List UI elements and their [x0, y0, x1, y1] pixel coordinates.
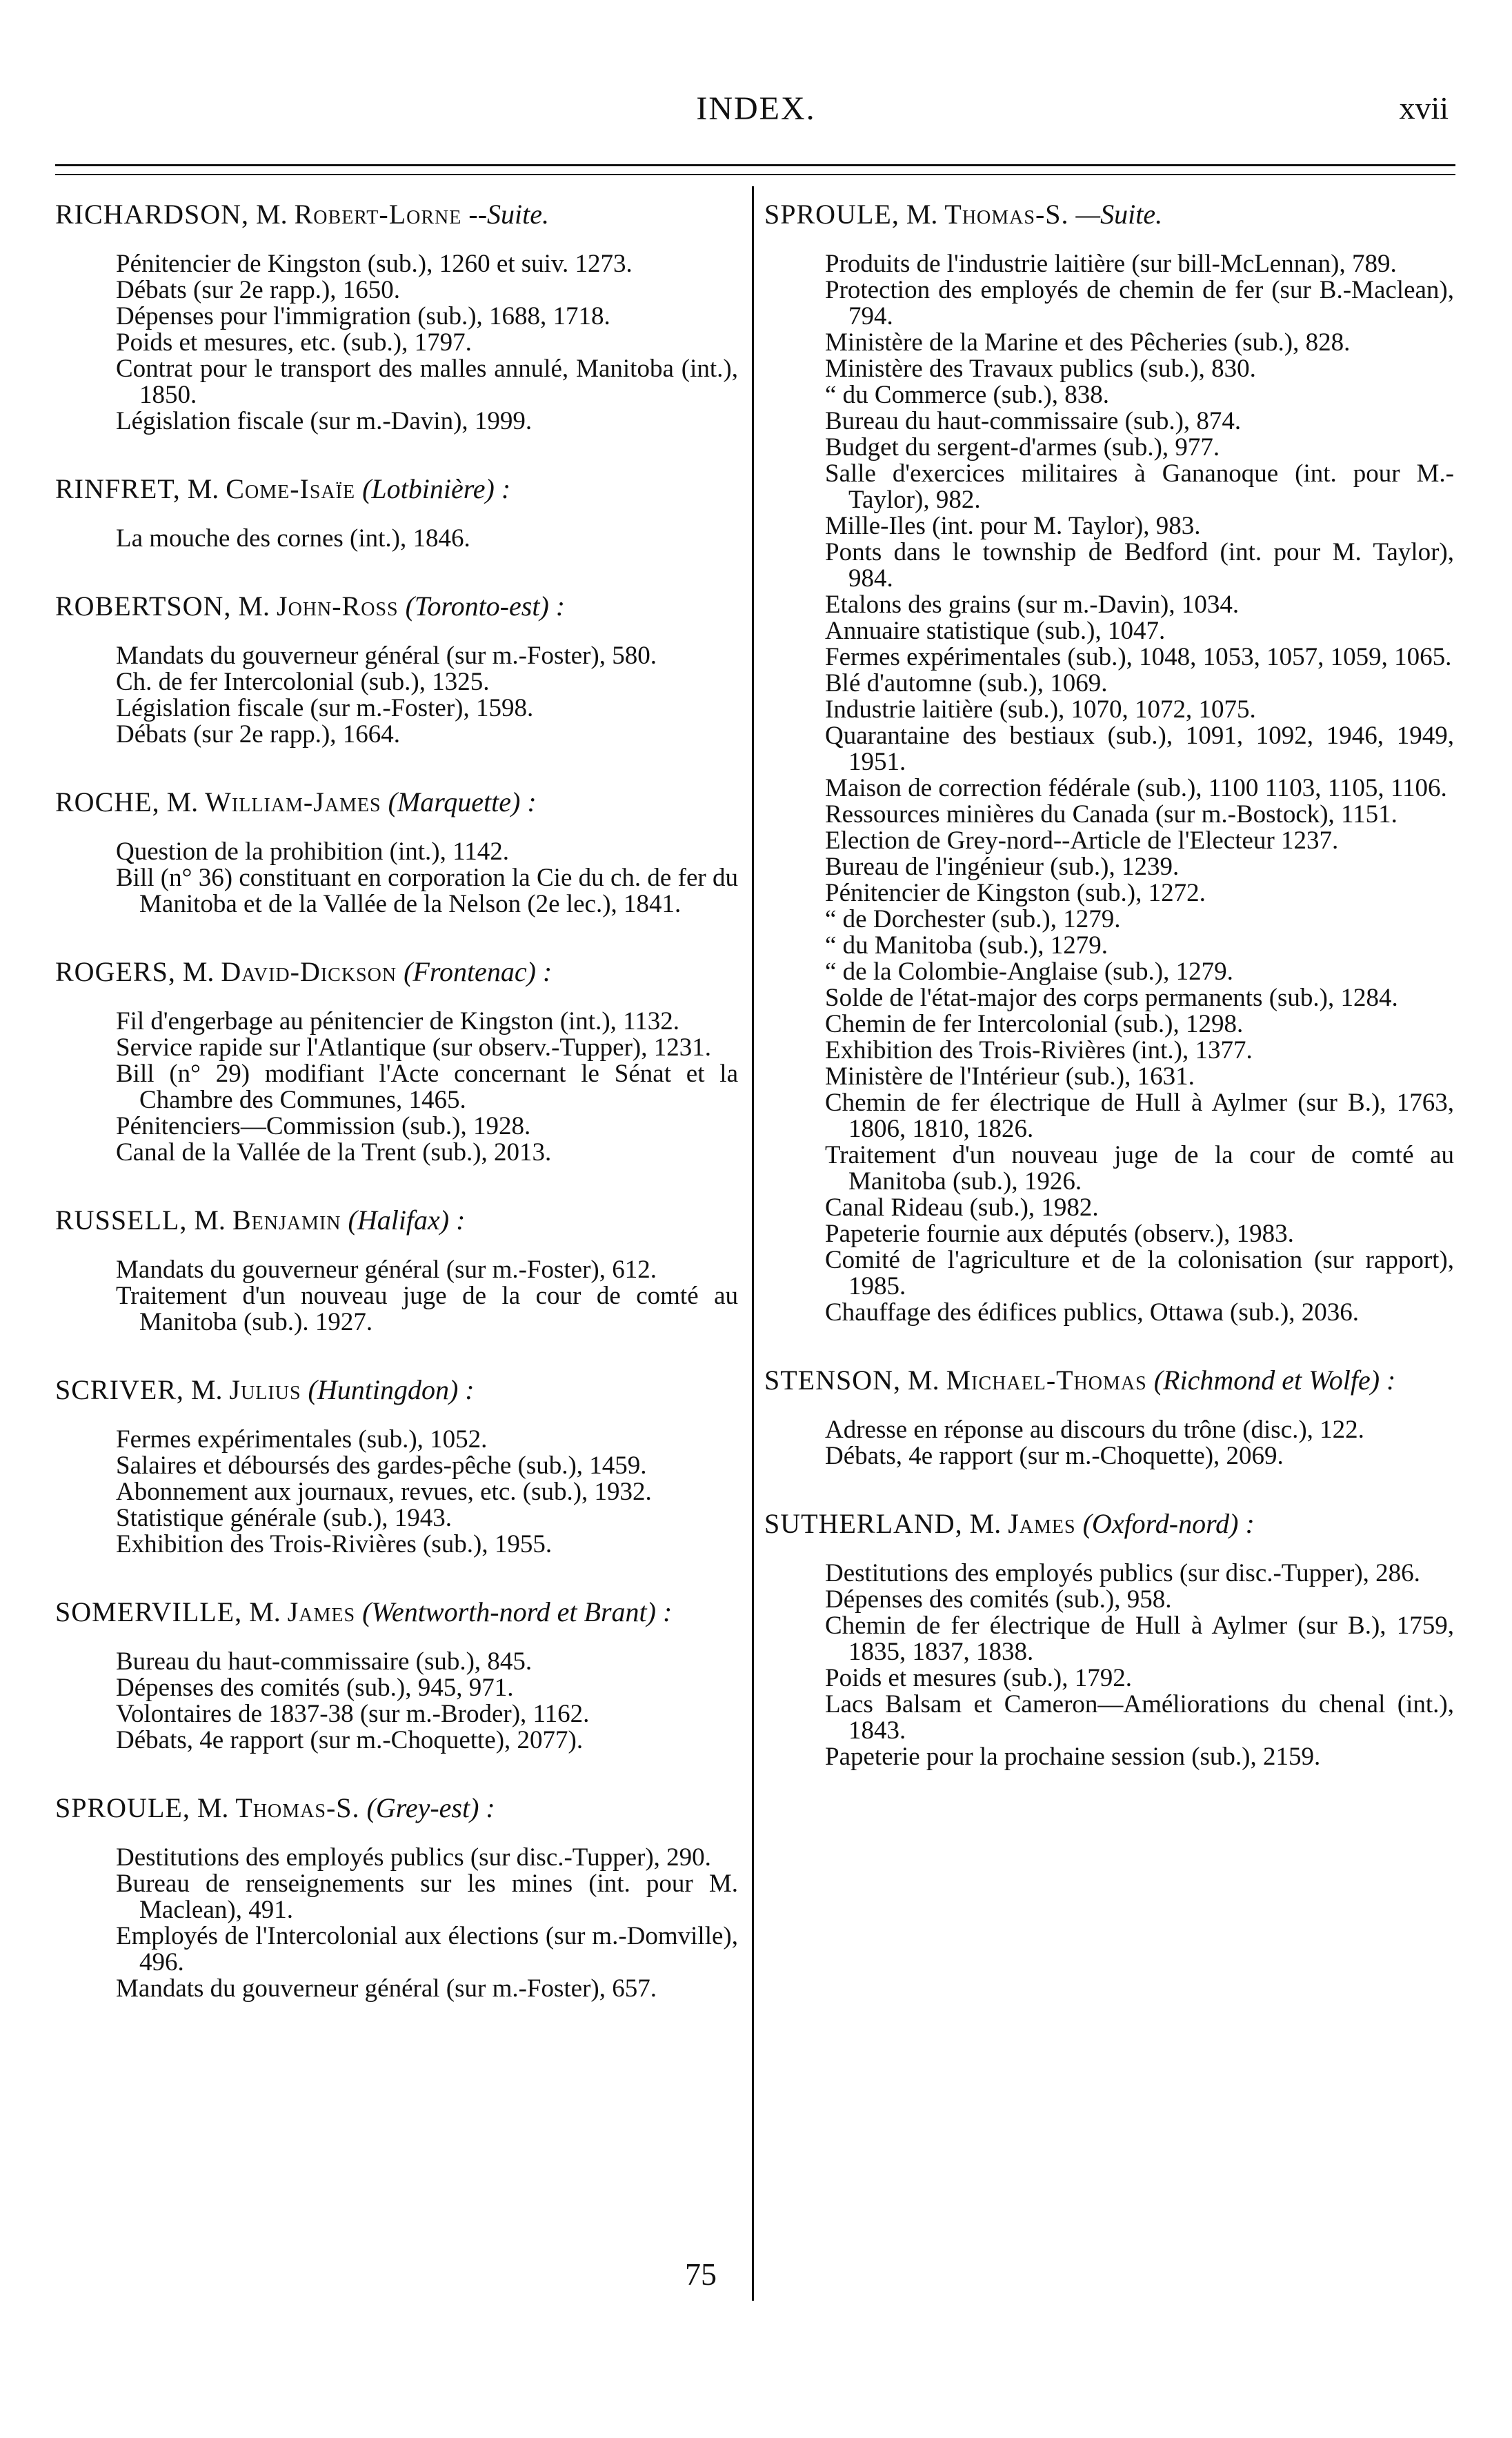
index-entry: [55, 473, 738, 552]
member-title: M.: [256, 199, 288, 230]
index-item: Protection des employés de chemin de fer (sur B.-Maclean), 794.: [825, 276, 1454, 330]
entry-items: [55, 1845, 738, 2002]
index-item: Poids et mesures, etc. (sub.), 1797.: [116, 328, 472, 357]
member-title: M.: [182, 956, 215, 987]
index-item: Pénitencier de Kingston (sub.), 1272.: [825, 879, 1206, 907]
entry-items: [55, 1009, 738, 1166]
member-surname: RICHARDSON,: [55, 199, 250, 230]
member-title: M.: [969, 1508, 1002, 1539]
index-item: Ressources minières du Canada (sur m.-Bostock), 1151.: [825, 800, 1397, 829]
page-title: INDEX.: [696, 90, 816, 127]
index-item: Blé d'automne (sub.), 1069.: [825, 669, 1108, 697]
running-header: [0, 90, 1512, 138]
member-riding: (Lotbinière) :: [362, 473, 511, 504]
entry-items: [55, 643, 738, 748]
entry-items: [55, 1427, 738, 1558]
index-item: Produits de l'industrie laitière (sur bill-McLennan), 789.: [825, 250, 1397, 278]
member-riding: (Frontenac) :: [404, 956, 553, 987]
entry-heading: [55, 1205, 738, 1236]
index-item: Quarantaine des bestiaux (sub.), 1091, 1092, 1946, 1949, 1951.: [825, 722, 1454, 776]
index-item: Industrie laitière (sub.), 1070, 1072, 1075.: [825, 695, 1256, 724]
index-item: Ministère de l'Intérieur (sub.), 1631.: [825, 1062, 1195, 1091]
index-item: Débats (sur 2e rapp.), 1650.: [116, 276, 401, 304]
index-item: Volontaires de 1837-38 (sur m.-Broder), 1162.: [116, 1700, 590, 1728]
member-title: M.: [249, 1596, 281, 1627]
column-divider: [752, 186, 754, 2301]
index-item: Solde de l'état-major des corps permanents (sub.), 1284.: [825, 984, 1398, 1012]
entry-heading: [764, 1365, 1454, 1396]
index-item: Traitement d'un nouveau juge de la cour de comté au Manitoba (sub.). 1927.: [116, 1282, 738, 1336]
entry-items: [55, 526, 738, 552]
index-item: Mille-Iles (int. pour M. Taylor), 983.: [825, 512, 1201, 540]
entry-items: [55, 251, 738, 435]
member-surname: ROGERS,: [55, 956, 176, 987]
index-item: Service rapide sur l'Atlantique (sur observ.-Tupper), 1231.: [116, 1033, 711, 1062]
index-item: Ministère des Travaux publics (sub.), 830.: [825, 355, 1256, 383]
index-item: “ de la Colombie-Anglaise (sub.), 1279.: [825, 958, 1233, 986]
member-riding: (Halifax) :: [348, 1205, 466, 1236]
index-item: Mandats du gouverneur général (sur m.-Foster), 657.: [116, 1974, 657, 2003]
index-item: “ du Manitoba (sub.), 1279.: [825, 931, 1108, 960]
member-forename: Thomas-S.: [944, 199, 1069, 230]
index-entry: [55, 786, 738, 918]
index-entry: [55, 1792, 738, 2002]
member-surname: SUTHERLAND,: [764, 1508, 963, 1539]
index-item: Dépenses des comités (sub.), 958.: [825, 1585, 1172, 1614]
index-item: “ du Commerce (sub.), 838.: [825, 381, 1110, 409]
index-item: Mandats du gouverneur général (sur m.-Foster), 580.: [116, 642, 657, 670]
member-forename: David-Dickson: [221, 956, 397, 987]
member-forename: William-James: [205, 786, 381, 817]
index-item: Bureau de renseignements sur les mines (int. pour M. Maclean), 491.: [116, 1870, 738, 1924]
member-riding: (Wentworth-nord et Brant) :: [362, 1596, 673, 1627]
index-item: Chemin de fer Intercolonial (sub.), 1298.: [825, 1010, 1244, 1038]
index-item: Législation fiscale (sur m.-Davin), 1999.: [116, 407, 533, 435]
member-title: M.: [908, 1365, 939, 1396]
index-item: Chemin de fer électrique de Hull à Aylmer (sur B.), 1759, 1835, 1837, 1838.: [825, 1612, 1454, 1666]
index-entry: [764, 199, 1454, 1326]
member-forename: James: [287, 1596, 356, 1627]
index-item: Débats (sur 2e rapp.), 1664.: [116, 720, 401, 749]
index-item: Fermes expérimentales (sub.), 1052.: [116, 1425, 488, 1454]
index-item: Canal Rideau (sub.), 1982.: [825, 1193, 1099, 1222]
index-item: Destitutions des employés publics (sur disc.-Tupper), 286.: [825, 1559, 1420, 1587]
index-entry: [55, 591, 738, 748]
entry-items: [764, 251, 1454, 1326]
page-number: xvii: [1399, 90, 1449, 126]
entry-items: [55, 1257, 738, 1336]
index-item: Dépenses pour l'immigration (sub.), 1688, 1718.: [116, 302, 610, 330]
index-item: Destitutions des employés publics (sur disc.-Tupper), 290.: [116, 1843, 711, 1872]
member-surname: SOMERVILLE,: [55, 1596, 243, 1627]
index-item: Bill (n° 29) modifiant l'Acte concernant le Sénat et la Chambre des Communes, 1465.: [116, 1060, 738, 1114]
member-forename: Benjamin: [232, 1205, 341, 1236]
entry-heading: [55, 199, 738, 230]
member-riding: —Suite.: [1075, 199, 1163, 230]
member-surname: SCRIVER,: [55, 1374, 184, 1405]
index-item: Bill (n° 36) constituant en corporation la Cie du ch. de fer du Manitoba et de la Vallée de la Nelson (2e lec.), 1841.: [116, 864, 738, 918]
index-item: “ de Dorchester (sub.), 1279.: [825, 905, 1121, 933]
entry-heading: [55, 1374, 738, 1406]
member-forename: John-Ross: [277, 591, 399, 622]
index-item: Lacs Balsam et Cameron—Améliorations du chenal (int.), 1843.: [825, 1690, 1454, 1745]
index-entry: [764, 1508, 1454, 1770]
member-forename: Julius: [229, 1374, 301, 1405]
member-title: M.: [197, 1792, 229, 1823]
index-item: Exhibition des Trois-Rivières (int.), 1377.: [825, 1036, 1253, 1064]
index-item: Abonnement aux journaux, revues, etc. (sub.), 1932.: [116, 1478, 652, 1506]
member-riding: (Huntingdon) :: [308, 1374, 475, 1405]
member-title: M.: [906, 199, 938, 230]
index-entry: [55, 956, 738, 1166]
index-item: Poids et mesures (sub.), 1792.: [825, 1664, 1132, 1692]
index-item: Chauffage des édifices publics, Ottawa (sub.), 2036.: [825, 1298, 1360, 1327]
member-surname: SPROULE,: [55, 1792, 190, 1823]
member-title: M.: [190, 1374, 223, 1405]
index-item: Budget du sergent-d'armes (sub.), 977.: [825, 433, 1220, 462]
member-riding: (Grey-est) :: [366, 1792, 495, 1823]
index-item: Exhibition des Trois-Rivières (sub.), 1955.: [116, 1530, 553, 1558]
entry-heading: [55, 1792, 738, 1824]
index-item: Ch. de fer Intercolonial (sub.), 1325.: [116, 668, 490, 696]
entry-heading: [764, 1508, 1454, 1540]
index-item: Législation fiscale (sur m.-Foster), 1598.: [116, 694, 534, 722]
index-item: Employés de l'Intercolonial aux élections (sur m.-Domville), 496.: [116, 1922, 738, 1976]
index-item: Débats, 4e rapport (sur m.-Choquette), 2069.: [825, 1442, 1284, 1470]
entry-items: [764, 1417, 1454, 1469]
index-item: Comité de l'agriculture et de la colonisation (sur rapport), 1985.: [825, 1246, 1454, 1300]
entry-items: [764, 1560, 1454, 1770]
member-title: M.: [166, 786, 199, 817]
member-surname: RUSSELL,: [55, 1205, 188, 1236]
entry-heading: [55, 473, 738, 505]
index-item: Etalons des grains (sur m.-Davin), 1034.: [825, 591, 1240, 619]
member-riding: (Oxford-nord) :: [1082, 1508, 1255, 1539]
folio-number: 75: [685, 2257, 717, 2292]
index-item: Pénitencier de Kingston (sub.), 1260 et suiv. 1273.: [116, 250, 633, 278]
index-item: Statistique générale (sub.), 1943.: [116, 1504, 452, 1532]
index-entry: [55, 1205, 738, 1336]
index-item: Papeterie pour la prochaine session (sub.), 2159.: [825, 1743, 1321, 1771]
entry-heading: [55, 591, 738, 622]
left-column: [55, 199, 738, 2041]
entry-heading: [764, 199, 1454, 230]
index-item: Salaires et déboursés des gardes-pêche (sub.), 1459.: [116, 1451, 647, 1480]
index-item: Maison de correction fédérale (sub.), 1100 1103, 1105, 1106.: [825, 774, 1447, 802]
index-item: Bureau de l'ingénieur (sub.), 1239.: [825, 853, 1180, 881]
index-item: Question de la prohibition (int.), 1142.: [116, 838, 509, 866]
member-riding: --Suite.: [468, 199, 550, 230]
index-item: Traitement d'un nouveau juge de la cour de comté au Manitoba (sub.), 1926.: [825, 1141, 1454, 1196]
index-item: Pénitenciers—Commission (sub.), 1928.: [116, 1112, 531, 1140]
entry-heading: [55, 1596, 738, 1628]
index-item: Bureau du haut-commissaire (sub.), 845.: [116, 1647, 533, 1676]
index-item: Salle d'exercices militaires à Gananoque (int. pour M.-Taylor), 982.: [825, 459, 1454, 514]
index-item: Adresse en réponse au discours du trône (disc.), 122.: [825, 1416, 1364, 1444]
member-forename: Robert-Lorne: [294, 199, 462, 230]
member-surname: STENSON,: [764, 1365, 902, 1396]
index-item: Mandats du gouverneur général (sur m.-Foster), 612.: [116, 1256, 657, 1284]
index-item: Fermes expérimentales (sub.), 1048, 1053, 1057, 1059, 1065.: [825, 643, 1452, 671]
member-title: M.: [238, 591, 270, 622]
index-entry: [764, 1365, 1454, 1469]
index-item: Bureau du haut-commissaire (sub.), 874.: [825, 407, 1242, 435]
index-entry: [55, 199, 738, 435]
index-item: Ponts dans le township de Bedford (int. pour M. Taylor), 984.: [825, 538, 1454, 593]
index-item: Fil d'engerbage au pénitencier de Kingston (int.), 1132.: [116, 1007, 680, 1035]
member-riding: (Richmond et Wolfe) :: [1153, 1365, 1396, 1396]
member-forename: Thomas-S.: [235, 1792, 360, 1823]
index-entry: [55, 1374, 738, 1558]
index-item: Chemin de fer électrique de Hull à Aylmer (sur B.), 1763, 1806, 1810, 1826.: [825, 1089, 1454, 1143]
index-item: La mouche des cornes (int.), 1846.: [116, 524, 470, 553]
index-item: Election de Grey-nord--Article de l'Electeur 1237.: [825, 826, 1339, 855]
header-rule-thin: [55, 174, 1455, 175]
member-title: M.: [187, 473, 219, 504]
entry-heading: [55, 956, 738, 988]
index-item: Contrat pour le transport des malles annulé, Manitoba (int.), 1850.: [116, 355, 738, 409]
index-item: Dépenses des comités (sub.), 945, 971.: [116, 1674, 514, 1702]
member-forename: James: [1008, 1508, 1076, 1539]
member-surname: SPROULE,: [764, 199, 899, 230]
member-forename: Michael-Thomas: [946, 1365, 1147, 1396]
member-riding: (Marquette) :: [388, 786, 537, 817]
index-item: Canal de la Vallée de la Trent (sub.), 2013.: [116, 1138, 552, 1167]
right-column: [764, 199, 1454, 1809]
member-surname: RINFRET,: [55, 473, 181, 504]
member-riding: (Toronto-est) :: [405, 591, 566, 622]
entry-items: [55, 839, 738, 918]
entry-items: [55, 1649, 738, 1754]
member-surname: ROCHE,: [55, 786, 160, 817]
index-item: Annuaire statistique (sub.), 1047.: [825, 617, 1166, 645]
member-surname: ROBERTSON,: [55, 591, 232, 622]
index-item: Débats, 4e rapport (sur m.-Choquette), 2077).: [116, 1726, 584, 1754]
index-entry: [55, 1596, 738, 1754]
index-item: Ministère de la Marine et des Pêcheries (sub.), 828.: [825, 328, 1351, 357]
header-rule: [55, 164, 1455, 166]
index-item: Papeterie fournie aux députés (observ.), 1983.: [825, 1220, 1294, 1248]
member-title: M.: [194, 1205, 226, 1236]
entry-heading: [55, 786, 738, 818]
member-forename: Come-Isaïe: [226, 473, 356, 504]
